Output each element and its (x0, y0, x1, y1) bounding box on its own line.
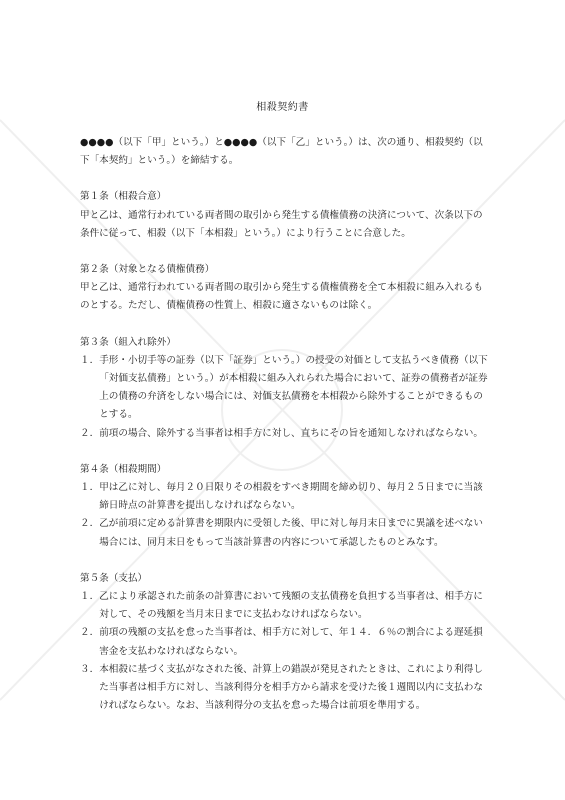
clause-number: ３． (80, 663, 100, 675)
clause-item (80, 425, 490, 443)
clause-item (80, 515, 490, 551)
clause-item (80, 661, 490, 716)
clause-number: １． (80, 354, 100, 366)
clause-text: 甲は乙に対し、毎月２０日限りその相殺をすべき期間を締め切り、毎月２５日までに当該締日時点の計算書を提出しなければならない。 (99, 482, 483, 512)
clause-item (80, 588, 490, 624)
clause-text: 乙により承認された前条の計算書において残額の支払債務を負担する当事者は、相手方に対して、その残額を当月末日までに支払わなければならない。 (99, 591, 483, 621)
article-heading: 第４条（相殺期間） (80, 463, 167, 475)
article-3 (80, 334, 490, 443)
document-title: 相殺契約書 (256, 102, 309, 113)
document-body (80, 134, 490, 715)
article-heading: 第３条（組入れ除外） (80, 336, 176, 348)
article-body: 甲と乙は、通常行われている両者間の取引から発生する債権債務を全て本相殺に組み入れるものとする。ただし、債権債務の性質上、相殺に適さないものは除く。 (80, 282, 483, 312)
clause-number: ２． (80, 427, 100, 439)
clause-text: 乙が前項に定める計算書を期限内に受領した後、甲に対し毎月末日までに異議を述べない場合には、同月末日をもって当該計算書の内容について承認したものとみなす。 (99, 518, 483, 548)
article-heading: 第５条（支払） (80, 572, 148, 584)
articles (80, 188, 490, 715)
article-1 (80, 188, 490, 243)
clause-number: １． (80, 591, 100, 603)
article-2 (80, 261, 490, 316)
clause-item (80, 352, 490, 425)
clause-item (80, 624, 490, 660)
article-body: 甲と乙は、通常行われている両者間の取引から発生する債権債務の決済について、次条以下の条件に従って、相殺（以下「本相殺」という。）により行うことに合意した。 (80, 209, 483, 239)
clause-text: 前項の場合、除外する当事者は相手方に対し、直ちにその旨を通知しなければならない。 (99, 427, 483, 439)
clause-text: 手形・小切手等の証券（以下「証券」という。）の授受の対価として支払うべき債務（以下「対価支払債務」という。）が本相殺に組み入れられた場合において、証券の債務者が証券上の債務の弁済をしない場合には、対価支払債務を本相殺から除外することができるものとする。 (99, 354, 488, 421)
clause-text: 前項の残額の支払を怠った当事者は、相手方に対して、年１４．６％の割合による遅延損害金を支払わなければならない。 (99, 627, 483, 657)
article-heading: 第２条（対象となる債権債務） (80, 264, 215, 276)
clause-item (80, 479, 490, 515)
clause-number: １． (80, 482, 100, 494)
article-4 (80, 461, 490, 552)
article-5 (80, 570, 490, 716)
clause-text: 本相殺に基づく支払がなされた後、計算上の錯誤が発見されたときは、これにより利得した当事者は相手方に対し、当該利得分を相手方から請求を受けた後１週間以内に支払わなければならない。なお、当該利得分の支払を怠った場合は前項を準用する。 (99, 663, 483, 712)
preamble: ●●●●（以下「甲」という。）と●●●●（以下「乙」という。）は、次の通り、相殺契約（以下「本契約」という。）を締結する。 (80, 137, 483, 167)
clause-number: ２． (80, 627, 100, 639)
clause-number: ２． (80, 518, 100, 530)
article-heading: 第１条（相殺合意） (80, 191, 167, 203)
